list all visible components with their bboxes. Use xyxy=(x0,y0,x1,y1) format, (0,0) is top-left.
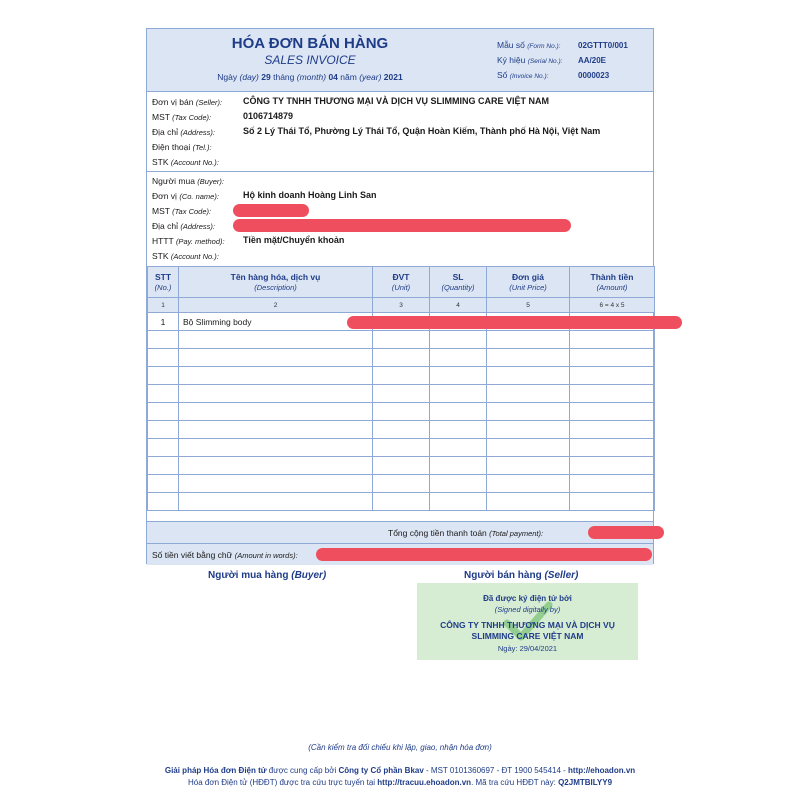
table-row xyxy=(148,421,655,439)
table-number-row xyxy=(148,298,655,313)
seller-phone-label: Điện thoại (Tel.): xyxy=(152,142,212,152)
col-index: 3 xyxy=(373,298,430,313)
form-no-label: Mẫu số (Form No.): xyxy=(497,40,561,50)
date-month: 04 xyxy=(328,72,338,82)
invoice-header xyxy=(147,29,653,92)
table-row xyxy=(148,493,655,511)
seller-signature-title: Người bán hàng (Seller) xyxy=(464,570,579,581)
total-payment-label: Tổng cộng tiền thanh toán (Total payment): xyxy=(388,528,544,538)
footer-note: (Cần kiểm tra đối chiếu khi lập, giao, nhận hóa đơn) xyxy=(308,743,492,752)
row-description: Bộ Slimming body xyxy=(179,313,373,331)
redaction-mark xyxy=(233,204,309,217)
seller-address: Số 2 Lý Thái Tổ, Phường Lý Thái Tổ, Quận Hoàn Kiếm, Thành phố Hà Nội, Việt Nam xyxy=(243,126,601,136)
seller-name-label: Đơn vị bán (Seller): xyxy=(152,97,223,107)
invoice-date xyxy=(147,72,473,82)
footer-line-1: Giải pháp Hóa đơn Điện tử được cung cấp bởi Công ty Cổ phần Bkav - MST 0101360697 - ĐT 1900 545414 - http://ehoadon.vn xyxy=(164,766,636,775)
buyer-label: Người mua (Buyer): xyxy=(152,176,224,186)
table-row xyxy=(148,475,655,493)
buyer-company-label: Đơn vị (Co. name): xyxy=(152,191,219,201)
redaction-mark xyxy=(588,526,664,539)
col-header-unit-price: Đơn giá (Unit Price) xyxy=(487,267,570,298)
col-index: 1 xyxy=(148,298,179,313)
invoice-subtitle: SALES INVOICE xyxy=(264,53,356,67)
table-header-row xyxy=(148,267,655,298)
col-header-quantity: SL (Quantity) xyxy=(430,267,487,298)
buyer-tax-label: MST (Tax Code): xyxy=(152,206,212,216)
date-day-en: (day) xyxy=(239,72,259,82)
table-row xyxy=(148,331,655,349)
footer-line-2: Hóa đơn Điện tử (HĐĐT) được tra cứu trực tuyến tại http://tracuu.ehoadon.vn. Mã tra cứu HĐĐT này: Q2JMTBILYY9 xyxy=(187,778,613,787)
table-row xyxy=(148,439,655,457)
buyer-address-label: Địa chỉ (Address): xyxy=(152,221,215,231)
digital-signature-stamp xyxy=(417,583,638,660)
signed-date: Ngày: 29/04/2021 xyxy=(497,644,558,653)
col-header-unit: ĐVT (Unit) xyxy=(373,267,430,298)
seller-name: CÔNG TY TNHH THƯƠNG MẠI VÀ DỊCH VỤ SLIMMING CARE VIỆT NAM xyxy=(243,96,549,106)
seller-tax-label: MST (Tax Code): xyxy=(152,112,212,122)
redaction-mark xyxy=(347,316,682,329)
serial-no-value: AA/20E xyxy=(578,56,607,65)
col-index: 2 xyxy=(179,298,373,313)
lookup-code: Q2JMTBILYY9 xyxy=(558,778,613,787)
signed-by-label: Đã được ký điện tử bởi xyxy=(483,594,572,603)
tracuu-link[interactable]: http://tracuu.ehoadon.vn xyxy=(377,778,472,787)
table-row xyxy=(148,367,655,385)
seller-address-label: Địa chỉ (Address): xyxy=(152,127,215,137)
items-table xyxy=(147,266,655,511)
seller-account-label: STK (Account No.): xyxy=(152,157,219,167)
buyer-pay-method: Tiền mặt/Chuyển khoản xyxy=(243,235,345,245)
table-row xyxy=(148,349,655,367)
col-index: 4 xyxy=(430,298,487,313)
table-row xyxy=(148,457,655,475)
divider xyxy=(147,171,653,172)
date-month-label: tháng xyxy=(273,72,295,82)
col-index: 6 = 4 x 5 xyxy=(570,298,655,313)
ehoadon-link[interactable]: http://ehoadon.vn xyxy=(568,766,636,775)
date-year: 2021 xyxy=(383,72,403,82)
invoice-sheet xyxy=(146,28,654,564)
buyer-company: Hộ kinh doanh Hoàng Linh San xyxy=(243,190,377,200)
col-header-amount: Thành tiền (Amount) xyxy=(570,267,655,298)
serial-no-label: Ký hiệu (Serial No.): xyxy=(497,55,563,65)
redaction-mark xyxy=(233,219,571,232)
date-year-label: năm xyxy=(340,72,357,82)
col-header-no: STT (No.) xyxy=(148,267,179,298)
redaction-mark xyxy=(316,548,652,561)
col-index: 5 xyxy=(487,298,570,313)
amount-in-words-row xyxy=(147,543,653,565)
table-row xyxy=(148,385,655,403)
col-header-description: Tên hàng hóa, dịch vụ (Description) xyxy=(179,267,373,298)
signed-by-label-en: (Signed digitally by) xyxy=(494,605,561,614)
date-prefix: Ngày xyxy=(217,72,238,82)
date-year-en: (year) xyxy=(359,72,382,82)
seller-tax: 0106714879 xyxy=(243,111,294,121)
amount-in-words-label: Số tiền viết bằng chữ (Amount in words): xyxy=(152,550,298,560)
date-day: 29 xyxy=(261,72,271,82)
table-row xyxy=(148,403,655,421)
invoice-title: HÓA ĐƠN BÁN HÀNG xyxy=(231,35,389,52)
row-no: 1 xyxy=(148,313,179,331)
invoice-no-value: 0000023 xyxy=(578,71,610,80)
buyer-pay-label: HTTT (Pay. method): xyxy=(152,236,225,246)
date-month-en: (month) xyxy=(296,72,327,82)
buyer-account-label: STK (Account No.): xyxy=(152,251,219,261)
buyer-signature-title: Người mua hàng (Buyer) xyxy=(208,570,327,581)
signer-name: CÔNG TY TNHH THƯƠNG MẠI VÀ DỊCH VỤ SLIMMING CARE VIỆT NAM xyxy=(440,620,615,641)
form-no-value: 02GTTT0/001 xyxy=(578,41,628,50)
total-payment-row xyxy=(147,521,653,543)
invoice-no-label: Số (Invoice No.): xyxy=(497,70,549,80)
